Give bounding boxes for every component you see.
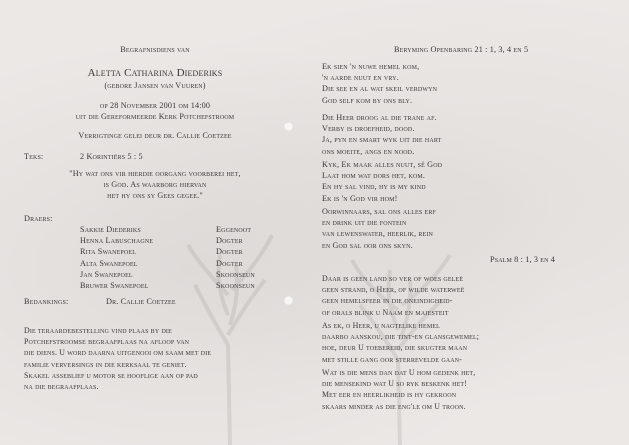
verse-line: Ek sien 'n nuwe hemel kom, — [322, 62, 420, 71]
verse-line: geen hemelsfeer in die oneindigheid- — [322, 296, 453, 306]
verse-line: met stille gang oor sterrevelde gaan- — [322, 354, 463, 364]
verse-line: Die Heer droog al die trane af. — [322, 113, 437, 122]
verse-line: geen strand, o Heer, of wilde waterweë — [322, 285, 465, 295]
quote-line: het hy ons sy Gees gegee." — [107, 191, 203, 201]
punch-hole-top — [284, 122, 293, 131]
bearer-relation: Skoonseun — [216, 269, 255, 279]
closing-line: familie verversings in die kerksaal te geniet. — [24, 359, 187, 369]
quote-line: is God. As waarborg hiervan — [103, 180, 207, 190]
quote-line: "Hy wat ons vir hierdie oorgang voorberei het, — [69, 169, 241, 178]
bearers-relations — [216, 224, 255, 291]
verse-line: of orals blink u Naam en majesteit — [322, 307, 449, 317]
closing-line: Skakel asseblief u motor se hooflige aan op pad — [24, 370, 198, 380]
bearer-name: Alta Swanepoel — [80, 258, 138, 268]
verse-line: van lewenswater, heerlik, rein — [322, 229, 433, 239]
closing-line: Potchefstroomse begraafplaas na afloop van — [24, 337, 190, 347]
verse-line: Oorwinnaars, sal ons alles erf — [322, 207, 436, 216]
punch-hole-bottom — [284, 296, 293, 305]
psalm-title: Psalm 8 : 1, 3 en 4 — [490, 255, 556, 264]
psalm-stanza — [322, 320, 479, 365]
verse-line: ons moeite, angs en nood. — [322, 146, 415, 156]
verse-line: As ek, o Heer, u nagtelike hemel — [322, 321, 440, 330]
tree-watermark-left — [170, 175, 290, 445]
verse-line: En hy sal vind, hy is my kind — [322, 182, 426, 192]
bearer-name: Sakkie Diederiks — [80, 225, 141, 234]
hymn-stanza — [322, 112, 441, 157]
verse-line: skaars minder as die eng'le om U troon. — [322, 401, 466, 411]
text-reference: 2 Korintiërs 5 : 5 — [80, 152, 143, 161]
thanks-label: Bedankings: — [24, 297, 69, 306]
verse-line: Laat hom wat dors het, kom. — [322, 171, 426, 181]
bearer-name: Bruwer Swanepoel — [80, 281, 149, 291]
officiant: Verrigtinge gelei deur dr. Callie Coetzee — [78, 131, 232, 140]
bearer-relation: Dogter — [216, 236, 243, 246]
maiden-name: (gebore Jansen van Vuuren) — [104, 81, 206, 90]
bearers-list — [80, 224, 153, 291]
bearer-relation: Eggenoot — [216, 225, 252, 234]
closing-line: na die begraafplaas. — [24, 382, 99, 392]
deceased-name: Aletta Catharina Diederiks — [87, 67, 223, 79]
bearer-relation: Dogter — [216, 247, 243, 257]
bearer-name: Jan Swanepoel — [80, 269, 133, 279]
bearer-relation: Skoonseun — [216, 281, 255, 291]
verse-line: daarbo aanskou, die tint-en glansgewemel; — [322, 332, 480, 342]
psalm-stanza — [322, 367, 475, 412]
thanks-name: Dr. Callie Coetzee — [106, 297, 176, 306]
service-heading: Begrafnisdiens van — [120, 45, 190, 54]
closing-notice — [24, 325, 211, 392]
verse-line: Die see en al wat skeil verdwyn — [322, 84, 438, 94]
bearer-name: Henna Labuschagne — [80, 236, 154, 246]
bearer-name: Rita Swanepoel — [80, 247, 137, 257]
verse-line: die mensekind wat U so ryk beskenk het! — [322, 379, 467, 389]
verse-line: 'n aarde nuut en vry. — [322, 73, 399, 83]
hymn-title-openbaring: Beryming Openbaring 21 : 1, 3, 4 en 5 — [394, 45, 529, 54]
hymn-stanza — [322, 61, 437, 106]
hymn-stanza — [322, 159, 442, 204]
verse-line: Ja, pyn en smart wyk uit die hart — [322, 135, 442, 145]
verse-line: Kyk, Ek maak alles nuut, sê God — [322, 160, 443, 169]
verse-line: Met eer en heerlikheid is hy gekroon — [322, 390, 457, 400]
verse-line: en God sal oor ons skyn. — [322, 240, 413, 250]
service-church: uit die Gereformeerde Kerk Potchefstroom — [75, 112, 235, 121]
verse-line: God self kom by ons bly. — [322, 95, 413, 105]
verse-line: Wat is die mens dan dat U hom gedenk het, — [322, 368, 476, 377]
bearer-relation: Dogter — [216, 258, 243, 268]
psalm-stanza — [322, 273, 465, 318]
closing-line: die diens. U word daarna uitgenooi om saam met die — [24, 348, 212, 358]
verse-line: Ek is 'n God vir hom! — [322, 193, 398, 203]
bearers-label: Draers: — [24, 214, 53, 223]
verse-line: Daar is geen land so ver of woes geleë — [322, 274, 464, 283]
service-date: op 28 November 2001 om 14:00 — [99, 101, 211, 110]
verse-line: Verby is droefheid, dood. — [322, 124, 415, 134]
text-label: Teks: — [24, 152, 44, 161]
verse-line: hoe, deur U toebereid, die skugter maan — [322, 343, 468, 353]
hymn-stanza — [322, 206, 436, 251]
verse-line: en drink uit die fontein — [322, 218, 407, 228]
closing-line: Die teraardebestelling vind plaas by die — [24, 326, 172, 335]
scripture-quote — [0, 168, 310, 202]
